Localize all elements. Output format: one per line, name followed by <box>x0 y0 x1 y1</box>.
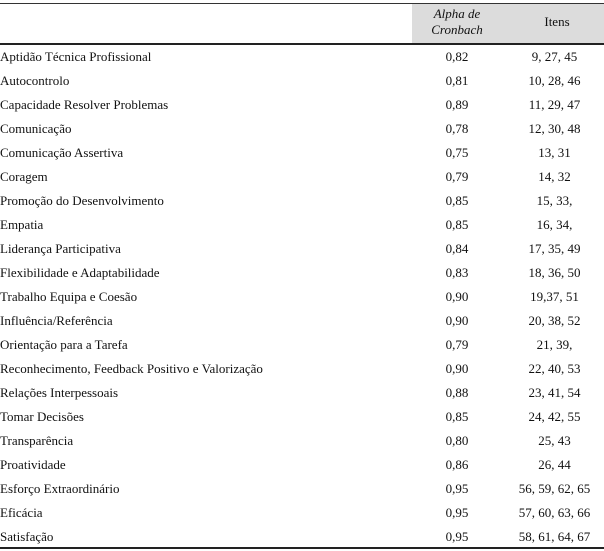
table-row <box>0 165 604 189</box>
table-row <box>0 285 604 309</box>
row-alpha: 0,78 <box>445 121 469 136</box>
table-row <box>0 141 604 165</box>
row-itens: 22, 40, 53 <box>528 361 581 376</box>
row-alpha: 0,85 <box>445 217 469 232</box>
row-alpha: 0,86 <box>445 457 469 472</box>
table-bottom-rule <box>0 547 604 549</box>
row-alpha: 0,80 <box>445 433 469 448</box>
table-body <box>0 45 604 549</box>
table-row <box>0 453 604 477</box>
table-row <box>0 213 604 237</box>
row-alpha: 0,85 <box>445 409 469 424</box>
row-name: Reconhecimento, Feedback Positivo e Valorização <box>0 361 263 376</box>
row-itens: 16, 34, <box>536 217 573 232</box>
row-alpha: 0,95 <box>445 529 469 544</box>
row-itens: 9, 27, 45 <box>531 49 578 64</box>
header-alpha: Alpha de Cronbach <box>431 6 483 37</box>
table-row <box>0 69 604 93</box>
row-name: Orientação para a Tarefa <box>0 337 128 352</box>
row-name: Aptidão Técnica Profissional <box>0 49 152 64</box>
row-alpha: 0,90 <box>445 313 469 328</box>
row-alpha: 0,90 <box>445 289 469 304</box>
row-name: Comunicação Assertiva <box>0 145 124 160</box>
row-name: Trabalho Equipa e Coesão <box>0 289 138 304</box>
row-name: Liderança Participativa <box>0 241 121 256</box>
row-name: Empatia <box>0 217 44 232</box>
row-itens: 56, 59, 62, 65 <box>518 481 591 496</box>
row-name: Promoção do Desenvolvimento <box>0 193 164 208</box>
row-alpha: 0,95 <box>445 505 469 520</box>
row-itens: 15, 33, <box>536 193 573 208</box>
row-alpha: 0,81 <box>445 73 469 88</box>
row-alpha: 0,90 <box>445 361 469 376</box>
table-row <box>0 477 604 501</box>
row-name: Autocontrolo <box>0 73 70 88</box>
row-name: Capacidade Resolver Problemas <box>0 97 169 112</box>
table-row <box>0 525 604 549</box>
row-name: Eficácia <box>0 505 43 520</box>
table-row <box>0 429 604 453</box>
row-itens: 57, 60, 63, 66 <box>518 505 591 520</box>
row-itens: 25, 43 <box>538 433 571 448</box>
row-alpha: 0,79 <box>445 337 469 352</box>
table-row <box>0 381 604 405</box>
row-name: Satisfação <box>0 529 54 544</box>
row-alpha: 0,79 <box>445 169 469 184</box>
table-row <box>0 117 604 141</box>
row-alpha: 0,95 <box>445 481 469 496</box>
row-name: Flexibilidade e Adaptabilidade <box>0 265 160 280</box>
row-itens: 18, 36, 50 <box>528 265 581 280</box>
row-itens: 26, 44 <box>538 457 571 472</box>
row-itens: 11, 29, 47 <box>528 97 581 112</box>
row-itens: 14, 32 <box>538 169 571 184</box>
table-row <box>0 309 604 333</box>
row-name: Esforço Extraordinário <box>0 481 120 496</box>
table-row <box>0 45 604 69</box>
row-name: Transparência <box>0 433 74 448</box>
table-row <box>0 237 604 261</box>
row-itens: 24, 42, 55 <box>528 409 581 424</box>
row-itens: 13, 31 <box>538 145 571 160</box>
row-alpha: 0,83 <box>445 265 469 280</box>
row-itens: 23, 41, 54 <box>528 385 581 400</box>
row-itens: 20, 38, 52 <box>528 313 581 328</box>
table-row <box>0 405 604 429</box>
row-alpha: 0,88 <box>445 385 469 400</box>
row-name: Tomar Decisões <box>0 409 84 424</box>
row-itens: 58, 61, 64, 67 <box>518 529 591 544</box>
row-alpha: 0,75 <box>445 145 469 160</box>
row-name: Influência/Referência <box>0 313 113 328</box>
row-name: Coragem <box>0 169 48 184</box>
table-row <box>0 93 604 117</box>
row-name: Proatividade <box>0 457 66 472</box>
table-row <box>0 501 604 525</box>
row-name: Comunicação <box>0 121 72 136</box>
row-alpha: 0,85 <box>445 193 469 208</box>
table-row <box>0 357 604 381</box>
row-itens: 19,37, 51 <box>530 289 579 304</box>
row-alpha: 0,89 <box>445 97 469 112</box>
row-alpha: 0,82 <box>445 49 469 64</box>
table-row <box>0 333 604 357</box>
row-alpha: 0,84 <box>445 241 469 256</box>
table-row <box>0 261 604 285</box>
header-itens: Itens <box>544 14 570 29</box>
row-itens: 10, 28, 46 <box>528 73 581 88</box>
table-row <box>0 189 604 213</box>
row-name: Relações Interpessoais <box>0 385 119 400</box>
row-itens: 21, 39, <box>536 337 573 352</box>
row-itens: 12, 30, 48 <box>528 121 581 136</box>
row-itens: 17, 35, 49 <box>528 241 581 256</box>
